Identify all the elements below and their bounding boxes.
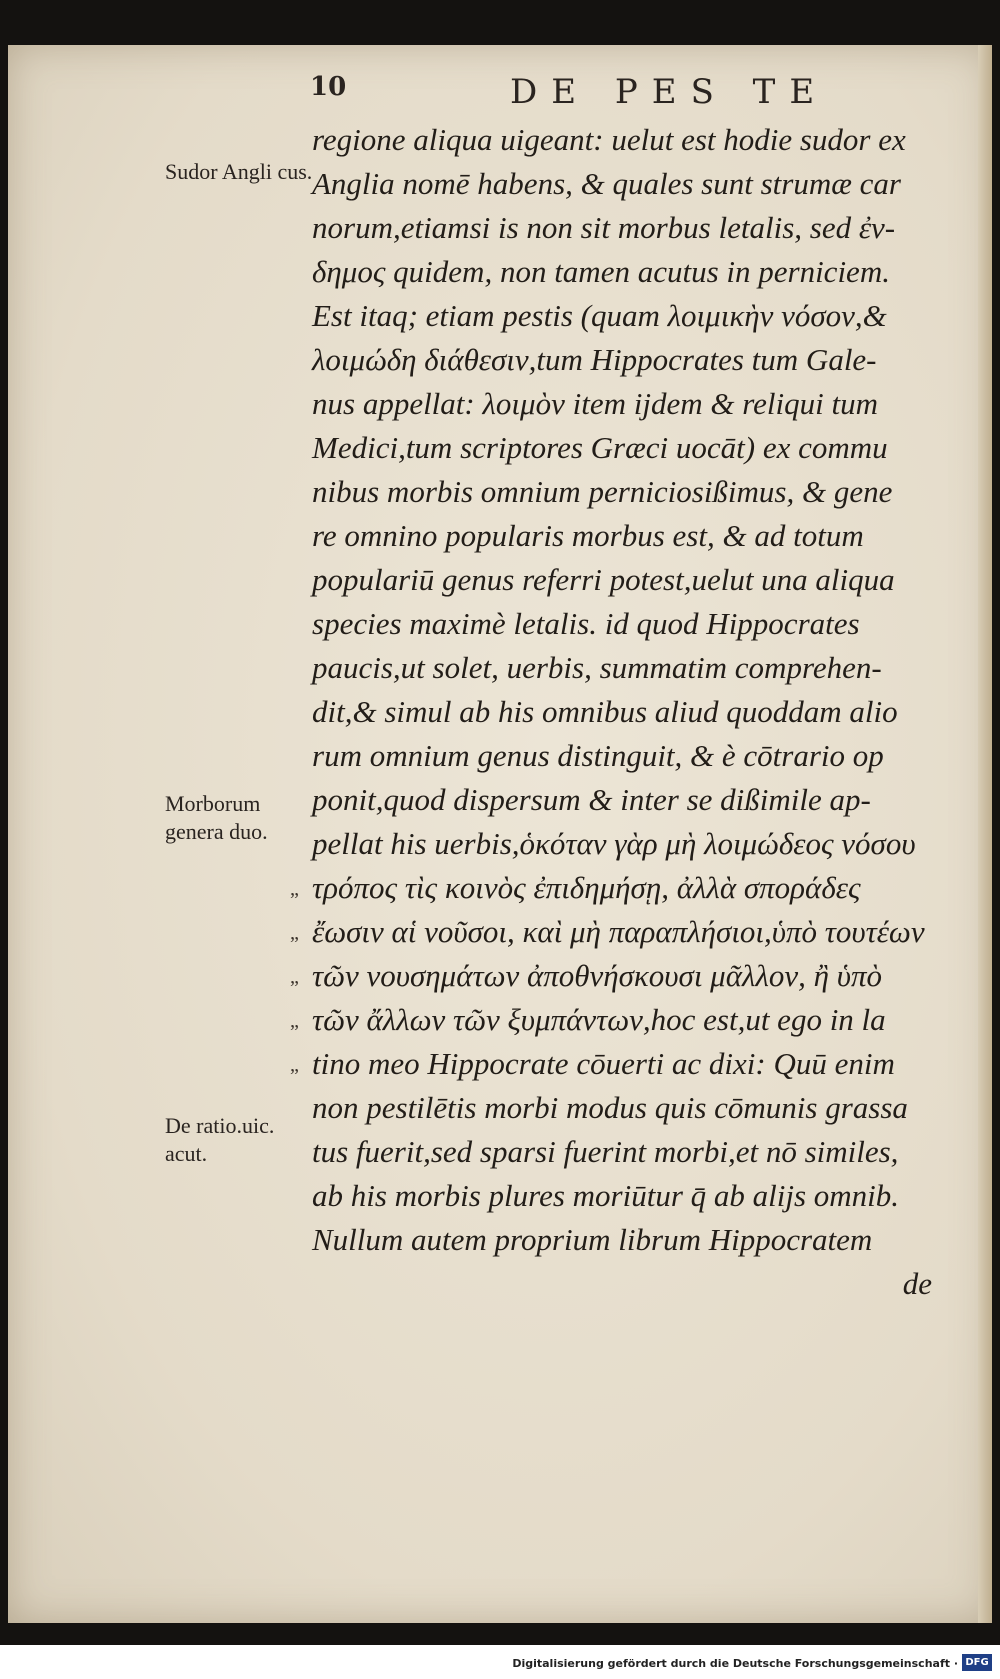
text-line: regione aliqua uigeant: uelut est hodie sudor ex <box>312 122 906 157</box>
text-line: paucis,ut solet, uerbis, summatim comprehen- <box>312 650 882 685</box>
text-line: pellat his uerbis,ὁκόταν γὰρ μὴ λοιμώδεος νόσου <box>312 826 916 861</box>
text-line: Nullum autem proprium librum Hippocratem <box>312 1222 873 1257</box>
sidenote-morborum: Morborum genera duo. <box>165 791 268 844</box>
quote-mark: „ <box>290 966 299 988</box>
quote-mark: „ <box>290 922 299 944</box>
quote-mark: „ <box>290 1054 299 1076</box>
text-line: norum,etiamsi is non sit morbus letalis, sed ἐν- <box>312 210 896 245</box>
text-line: τῶν ἄλλων τῶν ξυμπάντων,hoc est,ut ego in la <box>312 1002 886 1037</box>
quote-mark: „ <box>290 1010 299 1032</box>
footer-bar <box>0 1645 1000 1679</box>
body-text <box>312 118 942 1306</box>
text-line: non pestilētis morbi modus quis cōmunis grassa <box>312 1090 908 1125</box>
text-line: nus appellat: λοιμὸν item ijdem & reliqui tum <box>312 386 878 421</box>
text-line: τῶν νουσημάτων ἀποθνήσκουσι μᾶλλον, ἢ ὑπὸ <box>312 958 883 993</box>
text-line: tino meo Hippocrate cōuerti ac dixi: Quū enim <box>312 1046 895 1081</box>
text-line: Medici,tum scriptores Græci uocāt) ex commu <box>312 430 888 465</box>
dfg-logo: DFG <box>962 1654 992 1671</box>
catchword: de <box>902 1266 932 1301</box>
sidenote-sudor: Sudor Angli cus. <box>165 159 313 184</box>
text-line: re omnino popularis morbus est, & ad totum <box>312 518 864 553</box>
footer-credit: Digitalisierung gefördert durch die Deutsche Forschungsgemeinschaft · <box>512 1657 958 1670</box>
text-line: ab his morbis plures moriūtur q̄ ab alijs omnib. <box>312 1178 900 1213</box>
sidenote-de-ratio: De ratio.uic. acut. <box>165 1113 275 1166</box>
quote-mark: „ <box>290 878 299 900</box>
text-line: δημος quidem, non tamen acutus in perniciem. <box>312 254 890 289</box>
page-edge <box>978 45 992 1623</box>
text-line: ponit,quod dispersum & inter se dißimile ap- <box>312 782 871 817</box>
text-line: τρόπος τὶς κοινὸς ἐπιδημήσῃ, ἀλλὰ σποράδες <box>312 870 861 905</box>
text-line: populariū genus referri potest,uelut una aliqua <box>312 562 895 597</box>
text-line: tus fuerit,sed sparsi fuerint morbi,et nō similes, <box>312 1134 899 1169</box>
page-number: 10 <box>310 72 347 102</box>
text-line: species maximè letalis. id quod Hippocrates <box>312 606 860 641</box>
text-line: ἔωσιν αἱ νοῦσοι, καὶ μὴ παραπλήσιοι,ὑπὸ τουτέων <box>312 914 925 949</box>
text-line: Est itaq; etiam pestis (quam λοιμικὴν νόσον,& <box>312 298 887 333</box>
running-title: DE PES TE <box>510 72 829 112</box>
running-head <box>310 72 830 122</box>
text-line: λοιμώδη διάθεσιν,tum Hippocrates tum Gale- <box>312 342 877 377</box>
text-line: dit,& simul ab his omnibus aliud quoddam alio <box>312 694 898 729</box>
text-line: nibus morbis omnium perniciosißimus, & gene <box>312 474 893 509</box>
text-line: rum omnium genus distinguit, & è cōtrario op <box>312 738 884 773</box>
text-line: Anglia nomē habens, & quales sunt strumæ car <box>312 166 901 201</box>
